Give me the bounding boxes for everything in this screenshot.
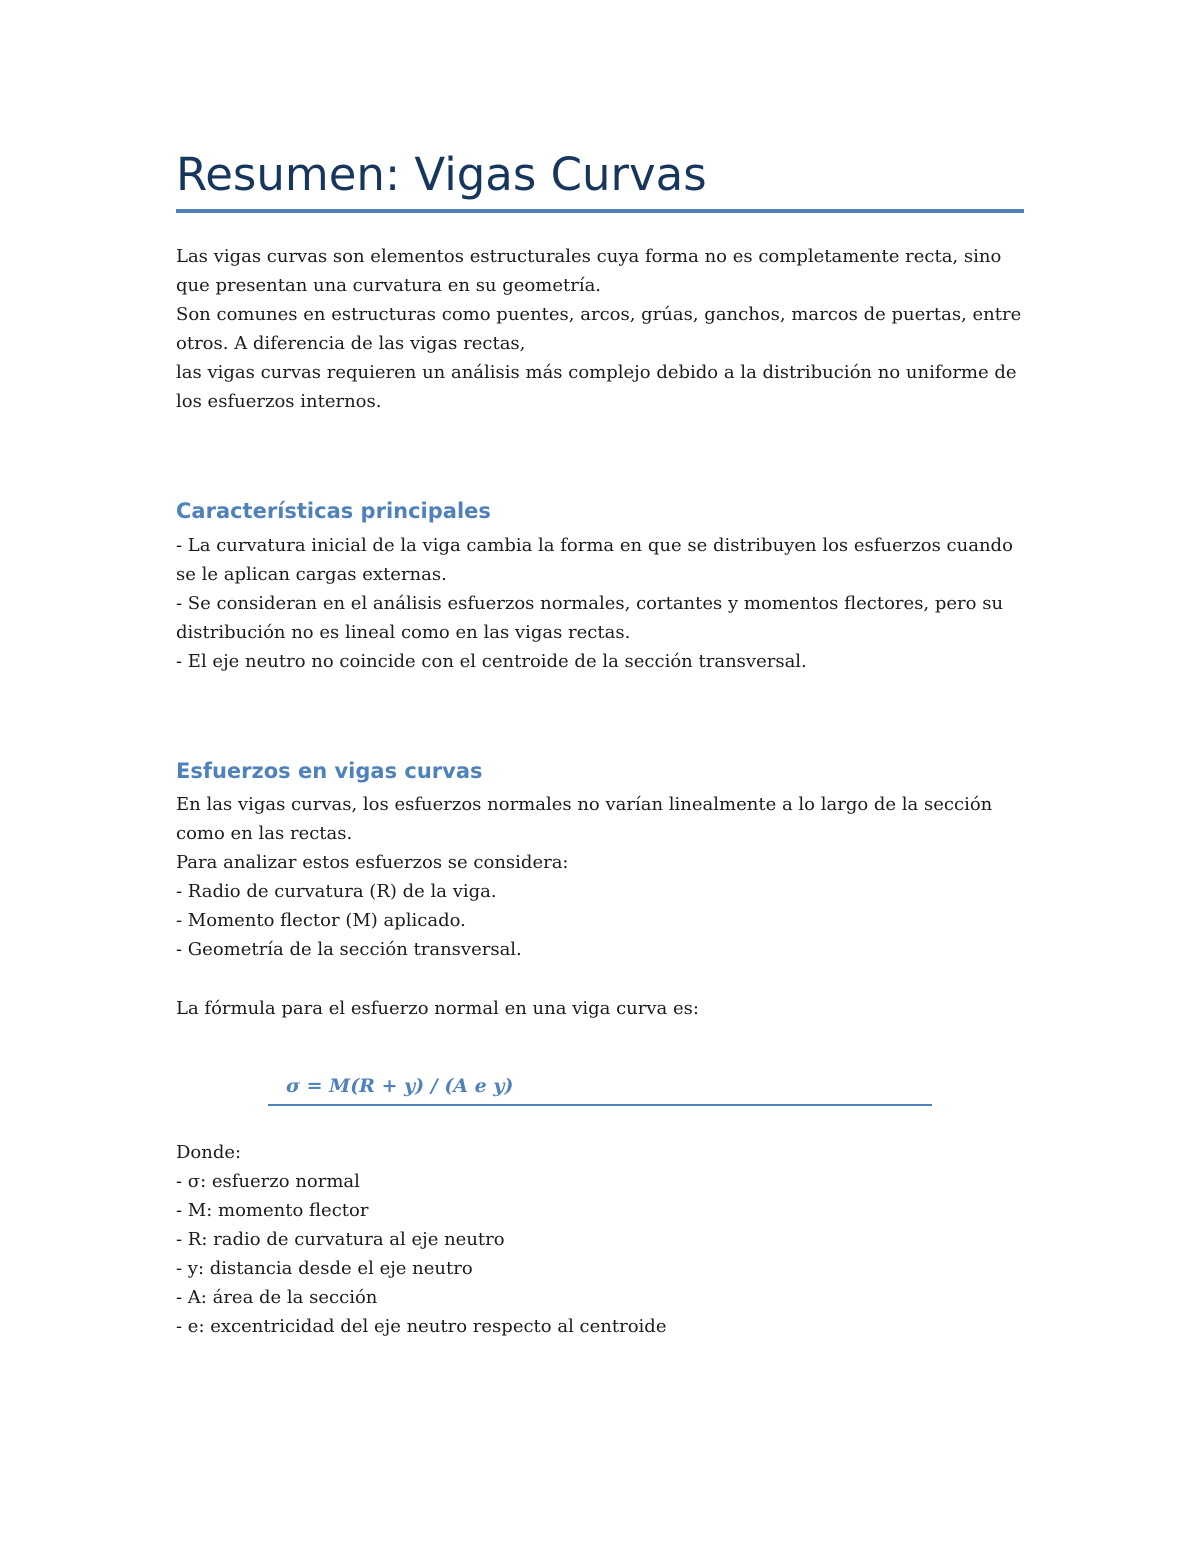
- list-item: - Geometría de la sección transversal.: [176, 939, 522, 960]
- list-item: - e: excentricidad del eje neutro respecto al centroide: [176, 1316, 667, 1337]
- list-item: - y: distancia desde el eje neutro: [176, 1258, 473, 1279]
- paragraph-line: La fórmula para el esfuerzo normal en una viga curva es:: [176, 998, 699, 1019]
- title-underline: [176, 209, 1024, 213]
- section-caracteristicas: [176, 496, 1036, 526]
- list-item: - El eje neutro no coincide con el centroide de la sección transversal.: [176, 651, 807, 672]
- section-heading: Esfuerzos en vigas curvas: [176, 759, 483, 783]
- intro-line: los esfuerzos internos.: [176, 391, 382, 412]
- intro-line: Son comunes en estructuras como puentes, arcos, grúas, ganchos, marcos de puertas, entre: [176, 304, 1022, 325]
- intro-line: Las vigas curvas son elementos estructurales cuya forma no es completamente recta, sino: [176, 246, 1002, 267]
- document-title: Resumen: Vigas Curvas: [176, 148, 707, 201]
- formula-intro: [176, 994, 1036, 1023]
- list-item: - R: radio de curvatura al eje neutro: [176, 1229, 505, 1250]
- list-item: - Momento flector (M) aplicado.: [176, 910, 466, 931]
- paragraph-line: Para analizar estos esfuerzos se considera:: [176, 852, 569, 873]
- paragraph-line: En las vigas curvas, los esfuerzos normales no varían linealmente a lo largo de la sección: [176, 794, 993, 815]
- paragraph-line: como en las rectas.: [176, 823, 353, 844]
- list-item: - La curvatura inicial de la viga cambia la forma en que se distribuyen los esfuerzos cuando: [176, 535, 1013, 556]
- definitions-list: [176, 1138, 1036, 1341]
- list-item: distribución no es lineal como en las vigas rectas.: [176, 622, 631, 643]
- esfuerzos-text: [176, 790, 1036, 964]
- intro-line: otros. A diferencia de las vigas rectas,: [176, 333, 526, 354]
- section-heading: Características principales: [176, 499, 491, 523]
- section-esfuerzos: [176, 756, 1036, 786]
- stress-formula: σ = M(R + y) / (A e y): [286, 1075, 514, 1097]
- list-item: - Se consideran en el análisis esfuerzos normales, cortantes y momentos flectores, pero su: [176, 593, 1004, 614]
- intro-paragraph: [176, 242, 1036, 416]
- list-item: se le aplican cargas externas.: [176, 564, 447, 585]
- list-item: - σ: esfuerzo normal: [176, 1171, 360, 1192]
- intro-line: las vigas curvas requieren un análisis más complejo debido a la distribución no uniforme de: [176, 362, 1017, 383]
- formula-underline: [268, 1104, 932, 1106]
- list-item: - M: momento flector: [176, 1200, 369, 1221]
- caracteristicas-list: [176, 531, 1036, 676]
- where-label: Donde:: [176, 1142, 242, 1163]
- list-item: - Radio de curvatura (R) de la viga.: [176, 881, 497, 902]
- intro-line: que presentan una curvatura en su geometría.: [176, 275, 602, 296]
- list-item: - A: área de la sección: [176, 1287, 378, 1308]
